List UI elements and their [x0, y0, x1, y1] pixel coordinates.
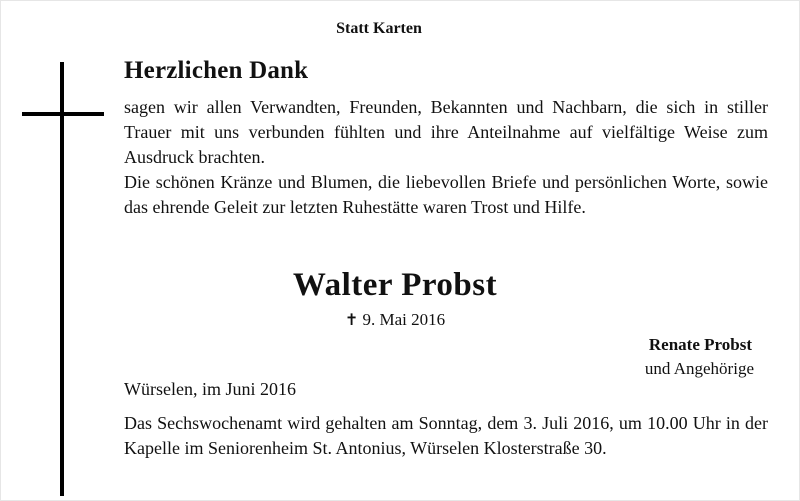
place-and-date: Würselen, im Juni 2016: [124, 379, 296, 399]
condolence-paragraph: Die schönen Kränze und Blumen, die liebevollen Briefe und persönlichen Worte, sowie das ehrende Geleit zur letzten Ruhestätte waren Trost und Hilfe.: [124, 172, 768, 217]
thanks-paragraph: sagen wir allen Verwandten, Freunden, Bekannten und Nachbarn, die sich in stiller Trauer mit uns verbunden fühlten und ihre Anteilnahme auf vielfältige Weise zum Ausdruck brachten.: [124, 97, 768, 167]
notice-title: Herzlichen Dank: [124, 57, 309, 84]
deceased-name: Walter Probst: [292, 267, 498, 303]
header-note: Statt Karten: [336, 20, 422, 37]
small-cross-icon: ✝: [344, 312, 359, 329]
cross-horizontal-bar: [22, 112, 104, 116]
signer-sub: und Angehörige: [644, 359, 754, 378]
death-date-line: [0, 310, 790, 330]
death-date: 9. Mai 2016: [362, 310, 446, 329]
signer-main: Renate Probst: [648, 335, 752, 354]
signers-block: [645, 333, 752, 381]
memorial-service-paragraph: Das Sechswochenamt wird gehalten am Sonntag, dem 3. Juli 2016, um 10.00 Uhr in der Kapelle im Seniorenheim St. Antonius, Würselen Klosterstraße 30.: [124, 413, 768, 458]
